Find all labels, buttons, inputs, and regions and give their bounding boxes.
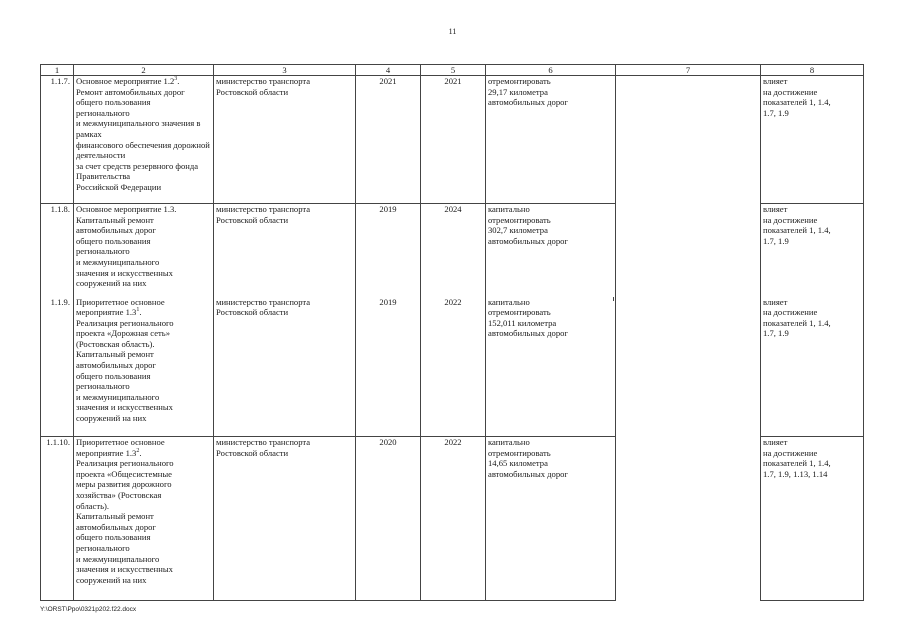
indicator-relation: влияет на достижение показателей 1, 1.4, 1.7, 1.9 bbox=[761, 76, 864, 204]
column-header: 7 bbox=[616, 65, 761, 76]
measure-name: Основное мероприятие $1.2^3$. Ремонт автомобильных дорог общего пользования регионального и межмуниципального значения в рамках финансового обеспечения дорожной деятельности за счет средств резервного фонда Правительства Российской Федерации bbox=[74, 76, 214, 204]
end-year: 2022 bbox=[421, 437, 486, 601]
consequences bbox=[616, 204, 761, 297]
start-year: 2020 bbox=[356, 437, 421, 601]
consequences bbox=[616, 297, 761, 437]
consequences bbox=[616, 437, 761, 601]
page-number: 11 bbox=[448, 27, 457, 36]
table-mark bbox=[613, 297, 614, 301]
end-year: 2022 bbox=[421, 297, 486, 437]
expected-result: капитально отремонтировать 152,011 километра автомобильных дорог bbox=[486, 297, 616, 437]
column-header: 5 bbox=[421, 65, 486, 76]
executor: министерство транспорта Ростовской области bbox=[214, 204, 356, 297]
column-header: 1 bbox=[41, 65, 74, 76]
end-year: 2021 bbox=[421, 76, 486, 204]
expected-result: капитально отремонтировать 14,65 километра автомобильных дорог bbox=[486, 437, 616, 601]
file-path-footer: Y:\ORST\Ppo\0321p202.f22.docx bbox=[40, 606, 137, 613]
column-header: 8 bbox=[761, 65, 864, 76]
measures-table bbox=[40, 64, 864, 601]
indicator-relation: влияет на достижение показателей 1, 1.4, 1.7, 1.9 bbox=[761, 204, 864, 297]
table-row bbox=[41, 437, 864, 601]
row-number: 1.1.9. bbox=[41, 297, 74, 437]
measure-name: Приоритетное основное мероприятие $1.3^1$. Реализация регионального проекта «Дорожная сеть» (Ростовская область). Капитальный ремонт автомобильных дорог общего пользования регионального и межмуниципального значения и искусственных сооружений на них bbox=[74, 297, 214, 437]
table-header-row bbox=[41, 65, 864, 76]
column-header: 4 bbox=[356, 65, 421, 76]
start-year: 2019 bbox=[356, 204, 421, 297]
measure-name: Приоритетное основное мероприятие $1.3^2$. Реализация регионального проекта «Общесистемные меры развития дорожного хозяйства» (Ростовская область). Капитальный ремонт автомобильных дорог общего пользования регионального и межмуниципального значения и искусственных сооружений на них bbox=[74, 437, 214, 601]
table-row bbox=[41, 297, 864, 437]
executor: министерство транспорта Ростовской области bbox=[214, 437, 356, 601]
expected-result: капитально отремонтировать 302,7 километра автомобильных дорог bbox=[486, 204, 616, 297]
measure-name: Основное мероприятие 1.3. Капитальный ремонт автомобильных дорог общего пользования регионального и межмуниципального значения и искусственных сооружений на них bbox=[74, 204, 214, 297]
row-number: 1.1.10. bbox=[41, 437, 74, 601]
column-header: 2 bbox=[74, 65, 214, 76]
indicator-relation: влияет на достижение показателей 1, 1.4, 1.7, 1.9 bbox=[761, 297, 864, 437]
column-header: 6 bbox=[486, 65, 616, 76]
consequences bbox=[616, 76, 761, 204]
start-year: 2019 bbox=[356, 297, 421, 437]
row-number: 1.1.7. bbox=[41, 76, 74, 204]
row-number: 1.1.8. bbox=[41, 204, 74, 297]
end-year: 2024 bbox=[421, 204, 486, 297]
column-header: 3 bbox=[214, 65, 356, 76]
table-row bbox=[41, 76, 864, 204]
executor: министерство транспорта Ростовской области bbox=[214, 76, 356, 204]
indicator-relation: влияет на достижение показателей 1, 1.4, 1.7, 1.9, 1.13, 1.14 bbox=[761, 437, 864, 601]
expected-result: отремонтировать 29,17 километра автомобильных дорог bbox=[486, 76, 616, 204]
executor: министерство транспорта Ростовской области bbox=[214, 297, 356, 437]
start-year: 2021 bbox=[356, 76, 421, 204]
table-row bbox=[41, 204, 864, 297]
